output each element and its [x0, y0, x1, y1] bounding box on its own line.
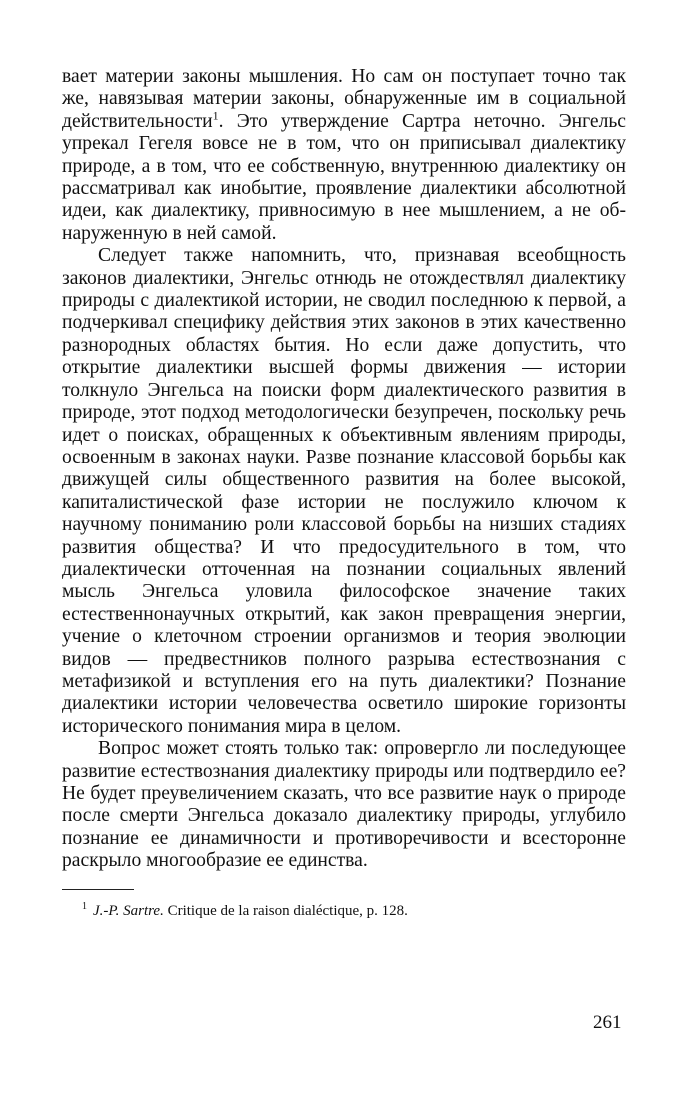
- paragraph-1-continuation: . Это утверждение Сартра неточно. Энгельс упрекал Гегеля вовсе не в том, что он приписывал диалектику природе, а в том, что ее собственную, внутреннюю диалектику он рассматривал как инобытие, проявление диалектики абсолютной идеи, как диалектику, привносимую в нее мышлением, а не об-наруженную в ней самой.: [62, 110, 626, 244]
- page-body: [62, 66, 626, 920]
- footnote: [62, 902, 626, 920]
- paragraph-3: Вопрос может стоять только так: опровергло ли последующее развитие естествознания диалектику природы или подтвердило ее? Не будет преувеличением сказать, что все развитие наук о природе после смерти Энгельса доказало диалектику природы, углубило познание ее динамичности и противоречивости и всесторонне раскрыло многообразие ее единства.: [62, 738, 626, 872]
- page-number: 261: [593, 1012, 622, 1033]
- footnote-number: 1: [82, 900, 87, 912]
- paragraph-1-line-1: вает материи законы мышления. Но сам он поступает: [62, 66, 535, 87]
- footnote-title: Critique de la raison dialéctique, p. 128.: [167, 902, 408, 919]
- paragraph-1-line-2: точно так же, навязывая материи законы, обнаруженные: [62, 66, 626, 110]
- footnote-divider: [62, 889, 134, 890]
- paragraph-1: [62, 66, 626, 245]
- footnote-author: J.-P. Sartre.: [93, 902, 164, 919]
- footnote-ref[interactable]: 1: [212, 108, 219, 123]
- paragraph-1-line-3: им в социальной действительности: [62, 88, 627, 132]
- paragraph-2: Следует также напомнить, что, признавая всеобщность законов диалектики, Энгельс отнюдь не отождествлял диалектику природы с диалектикой истории, не сводил последнюю к первой, а подчеркивал специфику действия этих законов в этих качественно разнородных областях бытия. Но если даже допустить, что открытие диалектики высшей формы движения — истории толкнуло Энгельса на поиски форм диалектического развития в природе, этот подход методологически безупречен, поскольку речь идет о поисках, обращенных к объективным явлениям природы, освоенным в законах науки. Разве познание классовой борьбы как движущей силы общественного развития на более высокой, капиталистической фазе истории не послужило ключом к научному пониманию роли классовой борьбы на низших стадиях развития общества? И что предосудительного в том, что диалектически отточенная на познании социальных явлений мысль Энгельса уловила философское значение таких естественнонаучных открытий, как закон превращения энергии, учение о клеточном строении организмов и теория эволюции видов — предвестников полного разрыва естествознания с метафизикой и вступления его на путь диалектики? Познание диалектики истории человечества осветило широкие горизонты исторического понимания мира в целом.: [62, 245, 626, 737]
